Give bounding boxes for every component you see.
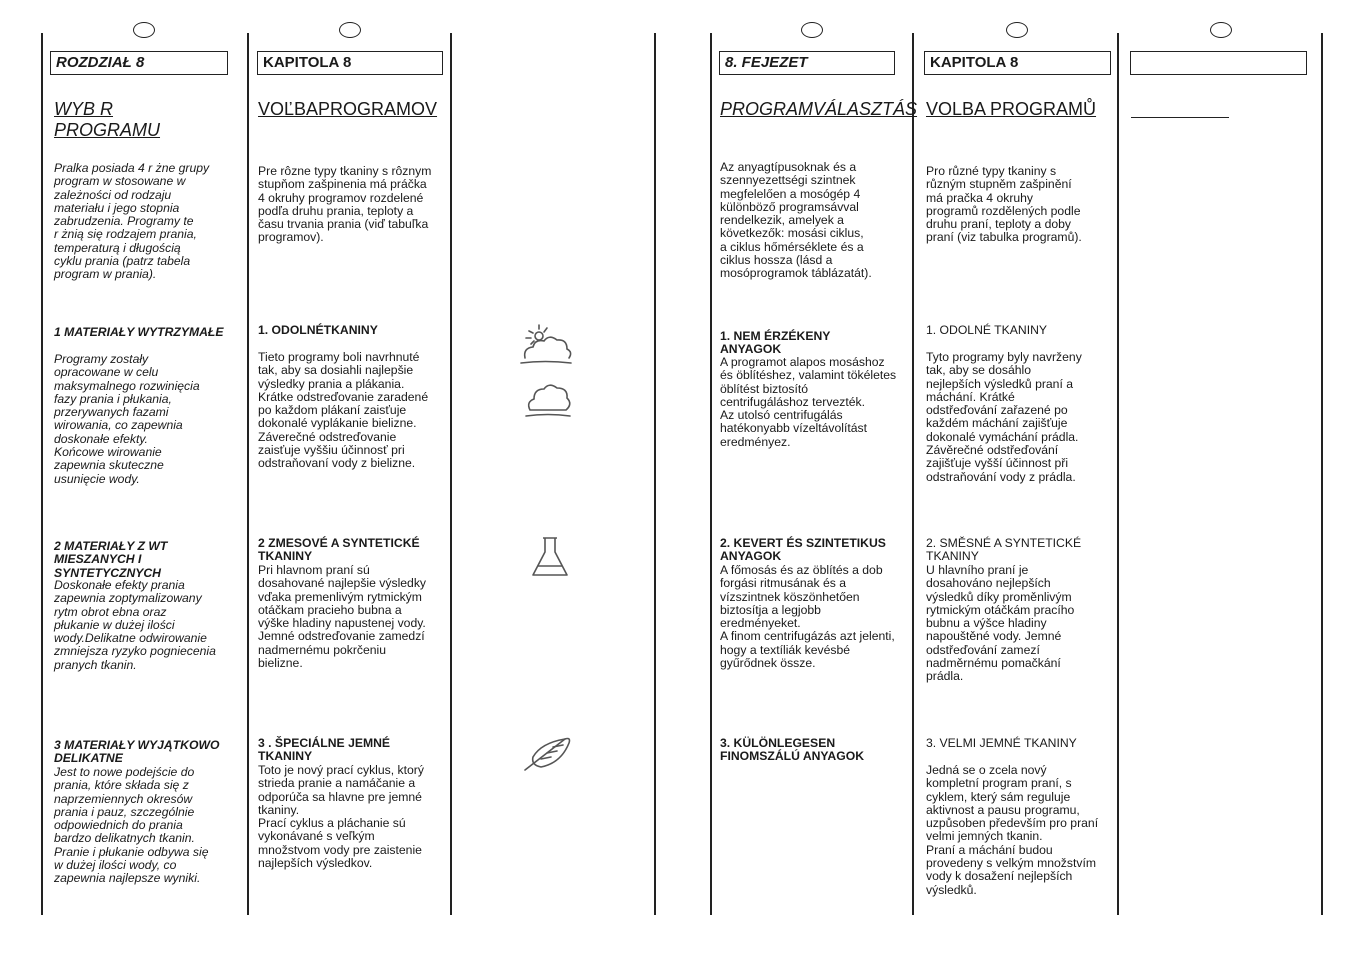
section-2-heading-cz: 2. SMĚSNÉ A SYNTETICKÉ TKANINY <box>926 536 1082 564</box>
column-rule <box>41 33 43 915</box>
language-marker <box>1006 22 1028 38</box>
page-title-sk: VOĽBAPROGRAMOV <box>258 99 438 119</box>
flask-icon <box>530 536 570 578</box>
cloud-icon <box>523 380 573 420</box>
sun-cloud-icon <box>517 322 575 366</box>
section-2-body-cz: U hlavního praní je dosahováno nejlepších výsledků díky proměnlivým rytmickým otáčkám pracího bubnu a výšce hladiny napouštěné vody. Jemné odstřeďování zamezí nadměrnému pomačkání prádla. <box>926 563 1075 684</box>
section-3-heading-pl: 3 MATERIAŁY WYJĄTKOWO DELIKATNE <box>54 738 220 766</box>
chapter-box-sk: KAPITOLA 8 <box>257 51 443 75</box>
section-3-heading-cz: 3. VELMI JEMNÉ TKANINY <box>926 736 1077 750</box>
chapter-box-hu: 8. FEJEZET <box>719 51 895 75</box>
section-3-body-pl: Jest to nowe podejście do prania, które składa się z naprzemiennych okresów prania i pauz, szczególnie odpowiednich do prania bardzo delikatnych tkanin. Pranie i płukanie odbywa się w dużej ilości wody, co zapewnia najlepsze wyniki. <box>54 765 209 886</box>
chapter-box-cz: KAPITOLA 8 <box>924 51 1111 75</box>
section-1-body-sk: Tieto programy boli navrhnuté tak, aby sa dosiahli najlepšie výsledky prania a plákania. Krátke odstreďovanie zaradené po každom plákaní zaisťuje dokonalé vyplákanie bielizne. Záverečné odstreďovanie zaisťuje vyššiu účinnosť pri odstraňovaní vody z bielizne. <box>258 350 429 471</box>
section-2-heading-hu: 2. KEVERT ÉS SZINTETIKUS ANYAGOK <box>720 536 886 564</box>
column-rule <box>654 33 656 915</box>
section-1-body-hu: A programot alapos mosáshoz és öblítéshez, valamint tökéletes öblítést biztosító centrifugáláshoz tervezték. Az utolsó centrifugálás hatékonyabb vízeltávolítást eredményez. <box>720 355 897 449</box>
page-title-hu: PROGRAMVÁLASZTÁS <box>720 99 918 119</box>
language-marker <box>1210 22 1232 38</box>
intro-pl: Pralka posiada 4 r żne grupy program w stosowane w zależności od rodzaju materiału i jego stopnia zabrudzenia. Programy te r żnią się rodzajem prania, temperaturą i długością cyklu prania (patrz tabela program w prania). <box>54 161 210 282</box>
language-marker <box>339 22 361 38</box>
chapter-box-pl: ROZDZIAŁ 8 <box>50 51 228 75</box>
section-2-body-hu: A főmosás és az öblítés a dob forgási ritmusának és a vízszintnek köszönhetően biztosítja a legjobb eredményeket. A finom centrifugázás azt jelenti, hogy a textíliák kevésbé gyűrődnek össze. <box>720 563 895 671</box>
title-underline-empty <box>1131 117 1229 118</box>
page-title-pl: WYB R PROGRAMU <box>54 99 161 140</box>
section-1-body-cz: Tyto programy byly navrženy tak, aby se dosáhlo nejlepších výsledků praní a máchání. Krátké odstřeďování zařazené po každém máchání zajišťuje dokonalé vymáchání prádla. Závěrečné odstřeďování zajišťuje vyšší účinnost při odstraňování vody z prádla. <box>926 350 1082 484</box>
section-1-heading-pl: 1 MATERIAŁY WYTRZYMAŁE <box>54 325 224 339</box>
section-3-body-cz: Jedná se o zcela nový kompletní program praní, s cyklem, který sám reguluje aktivnost a pausu programu, uzpůsoben především pro praní velmi jemných tkanin. Praní a máchání budou provedeny s velkým množstvím vody k dosažení nejlepších výsledků. <box>926 763 1099 897</box>
column-rule <box>1117 33 1119 915</box>
section-3-heading-sk: 3 . ŠPECIÁLNE JEMNÉ TKANINY <box>258 736 391 764</box>
section-3-body-sk: Toto je nový prací cyklus, ktorý strieda pranie a namáčanie a odporúča sa hlavne pre jemné tkaniny. Prací cyklus a pláchanie sú vykonávané s veľkým množstvom vody pre zaistenie najlepších výsledkov. <box>258 763 424 871</box>
section-2-body-sk: Pri hlavnom praní sú dosahované najlepšie výsledky vďaka premenlivým rytmickým otáčkam pracieho bubna a výške hladiny napustenej vody. Jemné odstreďovanie zamedzí nadmernému pokrčeniu bielizne. <box>258 563 427 671</box>
column-rule <box>710 33 712 915</box>
column-rule <box>1321 33 1323 915</box>
intro-cz: Pro různé typy tkaniny s různým stupněm zašpinění má pračka 4 okruhy programů rozdělených podle druhu praní, teploty a doby praní (viz tabulka programů). <box>926 164 1082 245</box>
section-1-heading-hu: 1. NEM ÉRZÉKENY ANYAGOK <box>720 329 831 357</box>
language-marker <box>133 22 155 38</box>
column-rule <box>247 33 249 915</box>
section-2-body-pl: Doskonałe efekty prania zapewnia zoptymalizowany rytm obrot ebna oraz płukanie w dużej ilości wody.Delikatne odwirowanie zmniejsza ryzyko pogniecenia pranych tkanin. <box>54 578 216 672</box>
intro-sk: Pre rôzne typy tkaniny s rôznym stupňom zašpinenia má práčka 4 okruhy programov rozdelené podľa druhu prania, teploty a času trvania prania (viď tabuľka programov). <box>258 164 432 245</box>
column-rule <box>912 33 914 915</box>
section-2-heading-pl: 2 MATERIAŁY Z WT MIESZANYCH I SYNTETYCZNYCH <box>54 539 168 580</box>
section-3-heading-hu: 3. KÜLÖNLEGESEN FINOMSZÁLÚ ANYAGOK <box>720 736 864 764</box>
column-rule <box>450 33 452 915</box>
chapter-box-empty <box>1130 51 1307 75</box>
language-marker <box>801 22 823 38</box>
page-title-cz: VOLBA PROGRAMŮ <box>926 99 1097 119</box>
section-2-heading-sk: 2 ZMESOVÉ A SYNTETICKÉ TKANINY <box>258 536 420 564</box>
section-1-body-pl: Programy zostały opracowane w celu maksymalnego rozwinięcia fazy prania i płukania, przerywanych fazami wirowania, co zapewnia doskonałe efekty. Końcowe wirowanie zapewnia skuteczne usunięcie wody. <box>54 352 200 486</box>
feather-icon <box>521 733 573 773</box>
section-1-heading-sk: 1. ODOLNÉTKANINY <box>258 323 378 337</box>
section-1-heading-cz: 1. ODOLNÉ TKANINY <box>926 323 1048 337</box>
intro-hu: Az anyagtípusoknak és a szennyezettségi szintnek megfelelően a mosógép 4 különböző programsávval rendelkezik, amelyek a következők: mosási ciklus, a ciklus hőmérséklete és a ciklus hossza (lásd a mosóprogramok táblázatát). <box>720 160 872 281</box>
